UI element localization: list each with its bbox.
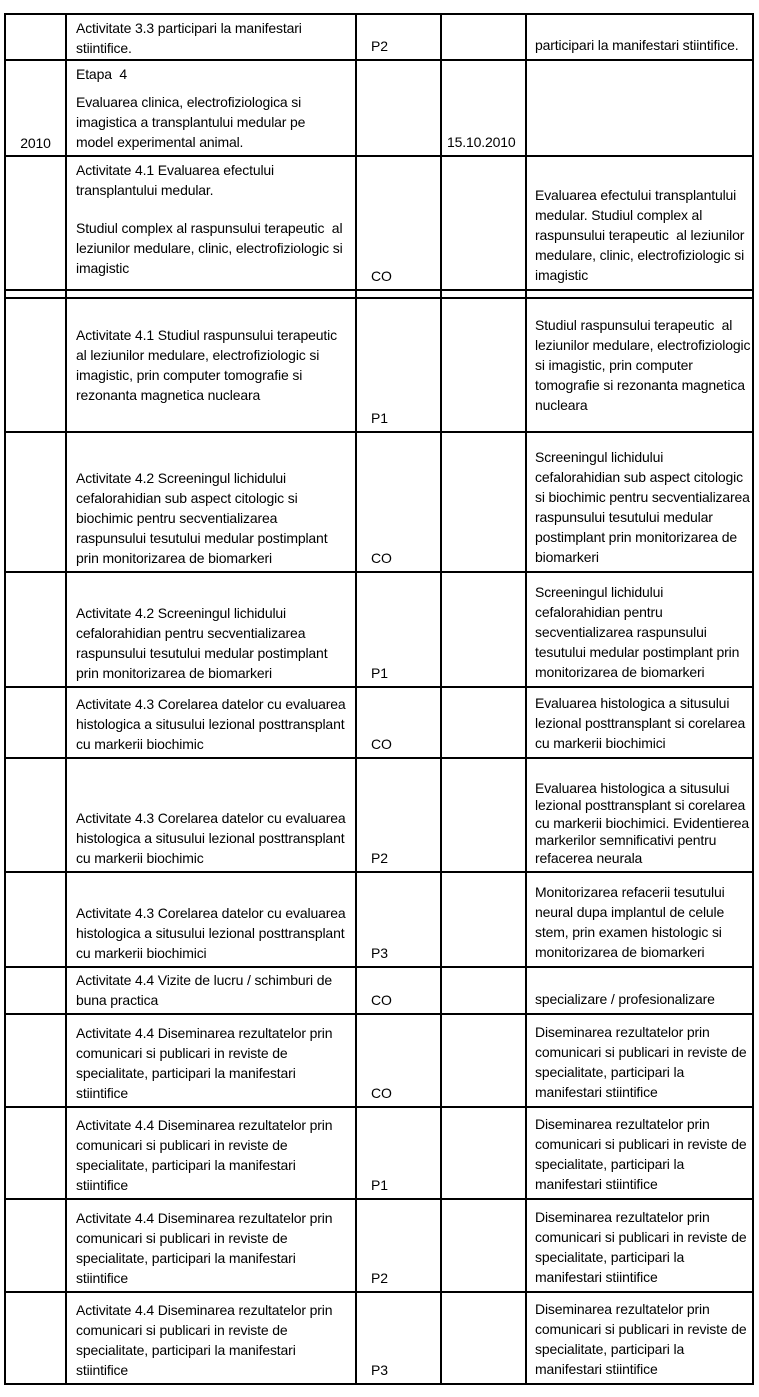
paragraph: Screeningul lichidului cefalorahidian sub aspect citologic si biochimic pentru secventializarea raspunsului tesutului medular postimplant prin monitorizarea de biomarkeri	[535, 449, 754, 565]
table-row	[4, 297, 755, 433]
paragraph: Evaluarea histologica a situsului lezional posttransplant si corelarea cu markerii biochimici. Evidentierea markerilor semnificativi pentru refacerea neurala	[535, 779, 753, 866]
result-cell	[525, 686, 754, 759]
year-cell	[4, 686, 67, 759]
activity-cell	[65, 1013, 357, 1108]
date-cell	[440, 1291, 527, 1385]
activity-cell	[65, 13, 357, 61]
date-cell	[440, 966, 527, 1015]
result-cell	[525, 13, 754, 61]
year-cell	[4, 1013, 67, 1108]
year-cell	[4, 757, 67, 873]
year-cell	[4, 1291, 67, 1385]
partner-code-cell: CO	[355, 686, 442, 759]
activity-cell	[65, 297, 357, 433]
date-cell	[440, 1013, 527, 1108]
paragraph: Activitate 4.2 Screeningul lichidului cefalorahidian pentru secventializarea raspunsului tesutului medular postimplant prin monitorizarea de biomarkeri	[76, 605, 332, 681]
date-cell	[440, 686, 527, 759]
partner-code-cell: CO	[355, 431, 442, 573]
activity-cell	[65, 571, 357, 688]
paragraph: Activitate 4.4 Diseminarea rezultatelor prin comunicari si publicari in reviste de specialitate, participari la manifestari stiintifice	[76, 1025, 337, 1101]
date-cell	[440, 431, 527, 573]
table-row	[4, 571, 752, 688]
paragraph: Activitate 4.3 Corelarea datelor cu evaluarea histologica a situsului lezional posttransplant cu markerii biochimic	[76, 810, 350, 866]
activity-cell	[65, 1106, 357, 1200]
paragraph: Evaluarea efectului transplantului medular. Studiul complex al raspunsului terapeutic al leziunilor medulare, clinic, electrofiziologic si imagistic	[535, 187, 748, 283]
year-cell: 2010	[4, 59, 67, 157]
result-cell	[525, 1291, 754, 1385]
partner-code-cell: P1	[355, 1106, 442, 1200]
result-cell	[525, 1198, 754, 1293]
paragraph: Studiul raspunsului terapeutic al leziunilor medulare, electrofiziologic si imagistic, prin computer tomografie si rezonanta magnetica nucleara	[535, 316, 755, 413]
partner-code-cell: P1	[355, 571, 442, 688]
partner-code-cell: P2	[355, 13, 442, 61]
result-cell	[525, 431, 754, 573]
date-cell	[440, 871, 527, 968]
paragraph: Diseminarea rezultatelor prin comunicari si publicari in reviste de specialitate, participari la manifestari stiintifice	[535, 1024, 751, 1100]
result-cell	[525, 297, 754, 433]
date-cell	[440, 297, 527, 433]
activity-cell	[65, 431, 357, 573]
year-cell	[4, 13, 67, 61]
activity-cell	[65, 871, 357, 968]
year-cell	[4, 155, 67, 291]
year-cell	[4, 431, 67, 573]
table-row	[4, 686, 752, 759]
result-cell	[525, 571, 754, 688]
paragraph: Activitate 4.4 Diseminarea rezultatelor prin comunicari si publicari in reviste de specialitate, participari la manifestari stiintifice	[76, 1302, 337, 1378]
year-cell	[4, 1198, 67, 1293]
result-cell	[525, 871, 754, 968]
result-cell	[525, 1013, 754, 1108]
date-cell	[440, 571, 527, 688]
partner-code-cell: CO	[355, 966, 442, 1015]
paragraph: participari la manifestari stiintifice.	[535, 37, 739, 53]
result-cell	[525, 1106, 754, 1200]
paragraph: Activitate 4.4 Diseminarea rezultatelor prin comunicari si publicari in reviste de specialitate, participari la manifestari stiintifice	[76, 1117, 337, 1193]
paragraph: Diseminarea rezultatelor prin comunicari si publicari in reviste de specialitate, participari la manifestari stiintifice	[535, 1209, 751, 1285]
partner-code-cell: P3	[355, 871, 442, 968]
paragraph: Etapa 4	[76, 66, 127, 82]
partner-code-cell: CO	[355, 155, 442, 291]
paragraph: Activitate 4.3 Corelarea datelor cu evaluarea histologica a situsului lezional posttransplant cu markerii biochimici	[76, 905, 350, 961]
table-row	[4, 757, 752, 873]
date-cell	[440, 757, 527, 873]
paragraph: Screeningul lichidului cefalorahidian pentru secventializarea raspunsului tesutului medular postimplant prin monitorizarea de biomarkeri	[535, 584, 743, 680]
date-cell: 15.10.2010	[440, 59, 527, 157]
table-row	[4, 59, 752, 157]
year-cell	[4, 297, 67, 433]
activity-cell	[65, 757, 357, 873]
table-row	[4, 871, 752, 968]
partner-code-cell: P2	[355, 757, 442, 873]
partner-code-cell	[355, 59, 442, 157]
date-cell	[440, 155, 527, 291]
table-row	[4, 13, 752, 61]
year-cell	[4, 871, 67, 968]
paragraph: Activitate 4.1 Studiul raspunsului terapeutic al leziunilor medulare, electrofiziologic si imagistic, prin computer tomografie si rezonanta magnetica nucleara	[76, 327, 341, 403]
activity-cell	[65, 1198, 357, 1293]
table-row	[4, 1013, 752, 1108]
paragraph: Activitate 4.3 Corelarea datelor cu evaluarea histologica a situsului lezional posttransplant cu markerii biochimic	[76, 696, 350, 752]
activity-cell	[65, 155, 357, 291]
paragraph: Diseminarea rezultatelor prin comunicari si publicari in reviste de specialitate, participari la manifestari stiintifice	[535, 1301, 751, 1377]
date-cell	[440, 13, 527, 61]
table-row	[4, 1291, 752, 1385]
partner-code-cell: P3	[355, 1291, 442, 1385]
paragraph: Evaluarea clinica, electrofiziologica si imagistica a transplantului medular pe model experimental animal.	[76, 94, 310, 150]
paragraph: Activitate 4.2 Screeningul lichidului cefalorahidian sub aspect citologic si biochimic pentru secventializarea raspunsului tesutului medular postimplant prin monitorizarea de biomarkeri	[76, 470, 332, 566]
table-row	[4, 966, 752, 1015]
paragraph: specializare / profesionalizare	[535, 991, 715, 1007]
table-row	[4, 1106, 752, 1200]
activity-cell	[65, 966, 357, 1015]
paragraph: Activitate 4.1 Evaluarea efectului transplantului medular.	[76, 162, 278, 198]
year-cell	[4, 966, 67, 1015]
paragraph: Monitorizarea refacerii tesutului neural dupa implantul de celule stem, prin examen histologic si monitorizarea de biomarkeri	[535, 884, 729, 960]
date-cell	[440, 1106, 527, 1200]
paragraph: Activitate 4.4 Vizite de lucru / schimburi de buna practica	[76, 972, 336, 1008]
table-row	[4, 155, 752, 291]
partner-code-cell: P1	[355, 297, 442, 433]
date-cell	[440, 1198, 527, 1293]
activity-cell	[65, 686, 357, 759]
year-cell	[4, 1106, 67, 1200]
paragraph: Diseminarea rezultatelor prin comunicari si publicari in reviste de specialitate, participari la manifestari stiintifice	[535, 1116, 751, 1192]
paragraph: Activitate 3.3 participari la manifestari stiintifice.	[76, 20, 306, 56]
result-cell	[525, 155, 754, 291]
result-cell	[525, 59, 754, 157]
activity-cell	[65, 1291, 357, 1385]
year-cell	[4, 571, 67, 688]
activity-cell	[65, 59, 357, 157]
result-cell	[525, 757, 754, 873]
result-cell	[525, 966, 754, 1015]
partner-code-cell: P2	[355, 1198, 442, 1293]
table-row	[4, 431, 752, 573]
table-row	[4, 1198, 752, 1293]
paragraph: Evaluarea histologica a situsului lezional posttransplant si corelarea cu markerii biochimici	[535, 695, 749, 751]
paragraph: Studiul complex al raspunsului terapeutic al leziunilor medulare, clinic, electrofiziologic si imagistic	[76, 220, 347, 276]
paragraph: Activitate 4.4 Diseminarea rezultatelor prin comunicari si publicari in reviste de specialitate, participari la manifestari stiintifice	[76, 1210, 337, 1286]
partner-code-cell: CO	[355, 1013, 442, 1108]
